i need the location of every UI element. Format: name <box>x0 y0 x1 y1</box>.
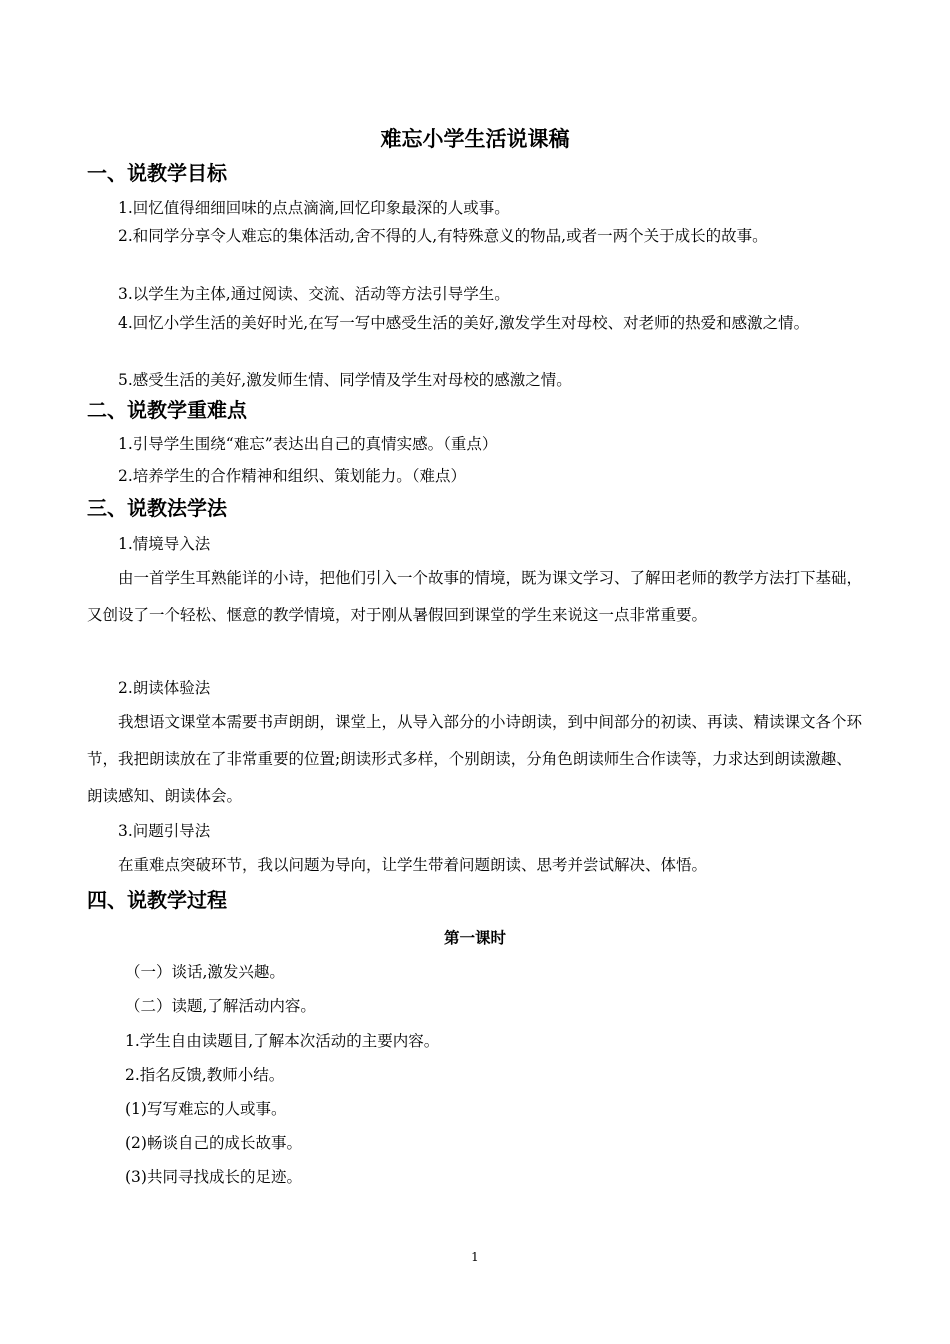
process-item: 1.学生自由读题目,了解本次活动的主要内容。 <box>125 1032 440 1050</box>
section-heading-objectives: 一、说教学目标 <box>87 161 227 185</box>
process-item: (2)畅谈自己的成长故事。 <box>125 1134 302 1152</box>
method-title: 3.问题引导法 <box>118 822 211 840</box>
method-title: 1.情境导入法 <box>118 535 211 553</box>
process-item: 2.指名反馈,教师小结。 <box>125 1066 285 1084</box>
method-text: 由一首学生耳熟能详的小诗，把他们引入一个故事的情境，既为课文学习、了解田老师的教学方法打下基础，又创设了一个轻松、惬意的教学情境，对于刚从暑假回到课堂的学生来说这一点非常重要。 <box>87 569 863 624</box>
process-item: （一）谈话,激发兴趣。 <box>125 963 285 981</box>
objective-item: 3.以学生为主体,通过阅读、交流、活动等方法引导学生。 <box>118 285 510 303</box>
page-title: 难忘小学生活说课稿 <box>380 127 570 151</box>
process-item: （二）读题,了解活动内容。 <box>125 997 316 1015</box>
method-text: 我想语文课堂本需要书声朗朗，课堂上，从导入部分的小诗朗读，到中间部分的初读、再读、精读课文各个环节，我把朗读放在了非常重要的位置;朗读形式多样，个别朗读，分角色朗读师生合作读等，力求达到朗读激趣、朗读感知、朗读体会。 <box>87 713 863 805</box>
key-point-item: 1.引导学生围绕“难忘”表达出自己的真情实感。（重点） <box>118 435 498 453</box>
lesson-subtitle: 第一课时 <box>443 929 506 947</box>
method-text: 在重难点突破环节，我以问题为导向，让学生带着问题朗读、思考并尝试解决、体悟。 <box>118 856 708 874</box>
page-number: 1 <box>471 1250 479 1264</box>
section-heading-key-points: 二、说教学重难点 <box>87 398 247 422</box>
objective-item: 5.感受生活的美好,激发师生情、同学情及学生对母校的感激之情。 <box>118 371 572 389</box>
method-title: 2.朗读体验法 <box>118 679 211 697</box>
section-heading-methods: 三、说教法学法 <box>87 496 227 520</box>
objective-item: 2.和同学分享令人难忘的集体活动,舍不得的人,有特殊意义的物品,或者一两个关于成长的故事。 <box>118 227 768 245</box>
key-point-item: 2.培养学生的合作精神和组织、策划能力。（难点） <box>118 467 467 485</box>
objective-item: 1.回忆值得细细回味的点点滴滴,回忆印象最深的人或事。 <box>118 199 510 217</box>
objective-item: 4.回忆小学生活的美好时光,在写一写中感受生活的美好,激发学生对母校、对老师的热爱和感激之情。 <box>118 314 810 332</box>
section-heading-process: 四、说教学过程 <box>87 888 227 912</box>
process-item: (1)写写难忘的人或事。 <box>125 1100 287 1118</box>
process-item: (3)共同寻找成长的足迹。 <box>125 1168 302 1186</box>
